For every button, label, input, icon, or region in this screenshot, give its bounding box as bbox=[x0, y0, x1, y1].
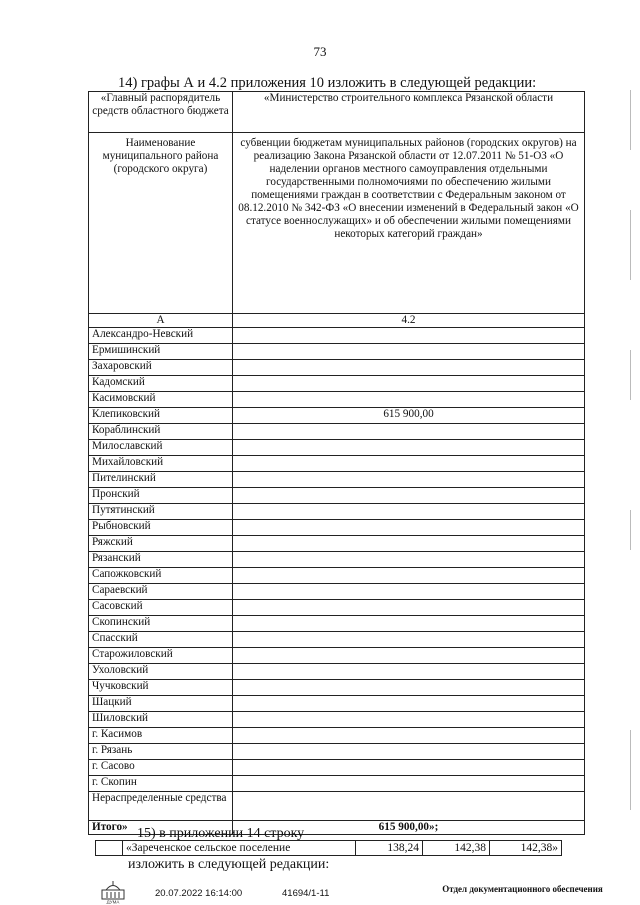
district-row bbox=[89, 408, 585, 424]
footer-department: Отдел документационного обеспечения bbox=[442, 884, 603, 894]
district-value bbox=[233, 760, 585, 776]
district-value bbox=[233, 600, 585, 616]
district-name: Старожиловский bbox=[89, 648, 233, 664]
district-name: Спасский bbox=[89, 632, 233, 648]
item15-name: «Зареченское сельское поселение bbox=[123, 841, 356, 856]
district-value bbox=[233, 440, 585, 456]
district-row bbox=[89, 328, 585, 344]
item15-row bbox=[96, 841, 562, 856]
district-row bbox=[89, 536, 585, 552]
district-name: Ряжский bbox=[89, 536, 233, 552]
district-name: Пронский bbox=[89, 488, 233, 504]
district-row bbox=[89, 744, 585, 760]
header-right: «Министерство строительного комплекса Рязанской области bbox=[233, 92, 585, 133]
district-name: г. Рязань bbox=[89, 744, 233, 760]
total-value: 615 900,00»; bbox=[233, 821, 585, 835]
item15-value-1: 138,24 bbox=[356, 841, 423, 856]
district-value bbox=[233, 568, 585, 584]
subheader-row bbox=[89, 133, 585, 314]
district-name: Скопинский bbox=[89, 616, 233, 632]
district-value bbox=[233, 344, 585, 360]
district-value bbox=[233, 728, 585, 744]
district-name: г. Сасово bbox=[89, 760, 233, 776]
footer-code: 41694/1-11 bbox=[282, 888, 330, 899]
district-name: г. Касимов bbox=[89, 728, 233, 744]
footer-date: 20.07.2022 16:14:00 bbox=[155, 888, 243, 899]
subheader-right: субвенции бюджетам муниципальных районов (городских округов) на реализацию Закона Рязанской области от 12.07.2011 № 51-ОЗ «О наделении органов местного самоуправления отдельными государственными полномочиями по обеспечению жилыми помещениями граждан в соответствии с Федеральным законом от 08.12.2010 № 342-ФЗ «О внесении изменений в Федеральный закон «О статусе военнослужащих» и об обеспечении жилыми помещениями некоторых категорий граждан» bbox=[233, 133, 585, 314]
district-value bbox=[233, 472, 585, 488]
district-value bbox=[233, 696, 585, 712]
district-name: Рыбновский bbox=[89, 520, 233, 536]
district-row bbox=[89, 520, 585, 536]
district-value bbox=[233, 536, 585, 552]
district-row bbox=[89, 696, 585, 712]
district-name: Пителинский bbox=[89, 472, 233, 488]
district-value bbox=[233, 552, 585, 568]
page-number: 73 bbox=[313, 44, 327, 59]
district-row bbox=[89, 440, 585, 456]
unallocated-row bbox=[89, 792, 585, 821]
unallocated-value bbox=[233, 792, 585, 821]
district-row bbox=[89, 712, 585, 728]
header-left: «Главный распорядитель средств областного бюджета bbox=[89, 92, 233, 133]
section-heading: 14) графы А и 4.2 приложения 10 изложить в следующей редакции: bbox=[118, 75, 537, 91]
item15-after: изложить в следующей редакции: bbox=[128, 857, 330, 872]
district-value bbox=[233, 616, 585, 632]
district-name: г. Скопин bbox=[89, 776, 233, 792]
district-value bbox=[233, 392, 585, 408]
district-row bbox=[89, 424, 585, 440]
item15-blank bbox=[96, 841, 123, 856]
district-name: Сасовский bbox=[89, 600, 233, 616]
district-name: Путятинский bbox=[89, 504, 233, 520]
district-value bbox=[233, 360, 585, 376]
duma-emblem-icon bbox=[98, 880, 128, 904]
item15-value-2: 142,38 bbox=[423, 841, 490, 856]
district-name: Рязанский bbox=[89, 552, 233, 568]
district-value bbox=[233, 584, 585, 600]
district-name: Александро-Невский bbox=[89, 328, 233, 344]
district-row bbox=[89, 392, 585, 408]
district-value: 615 900,00 bbox=[233, 408, 585, 424]
district-name: Кораблинский bbox=[89, 424, 233, 440]
district-name: Шиловский bbox=[89, 712, 233, 728]
district-name: Чучковский bbox=[89, 680, 233, 696]
district-name: Касимовский bbox=[89, 392, 233, 408]
district-row bbox=[89, 376, 585, 392]
district-name: Шацкий bbox=[89, 696, 233, 712]
stamp-text: ДУМА bbox=[106, 899, 120, 904]
district-value bbox=[233, 744, 585, 760]
district-name: Ухоловский bbox=[89, 664, 233, 680]
district-name: Сапожковский bbox=[89, 568, 233, 584]
district-row bbox=[89, 584, 585, 600]
district-value bbox=[233, 776, 585, 792]
district-value bbox=[233, 680, 585, 696]
district-row bbox=[89, 680, 585, 696]
district-row bbox=[89, 488, 585, 504]
district-row bbox=[89, 504, 585, 520]
district-row bbox=[89, 600, 585, 616]
header-row bbox=[89, 92, 585, 133]
district-name: Милославский bbox=[89, 440, 233, 456]
district-name: Сараевский bbox=[89, 584, 233, 600]
item15-heading: 15) в приложении 14 строку bbox=[137, 826, 305, 841]
district-row bbox=[89, 456, 585, 472]
item15-row-table bbox=[95, 840, 562, 856]
subheader-left: Наименование муниципального района (городского округа) bbox=[89, 133, 233, 314]
district-row bbox=[89, 344, 585, 360]
district-value bbox=[233, 520, 585, 536]
district-value bbox=[233, 424, 585, 440]
district-row bbox=[89, 616, 585, 632]
district-row bbox=[89, 632, 585, 648]
district-value bbox=[233, 648, 585, 664]
item15-value-3: 142,38» bbox=[490, 841, 562, 856]
district-row bbox=[89, 648, 585, 664]
unallocated-label: Нераспределенные средства bbox=[89, 792, 233, 821]
col-a-label: А bbox=[89, 314, 233, 328]
district-name: Ермишинский bbox=[89, 344, 233, 360]
district-value bbox=[233, 456, 585, 472]
district-value bbox=[233, 664, 585, 680]
col-42-label: 4.2 bbox=[233, 314, 585, 328]
district-value bbox=[233, 488, 585, 504]
district-row bbox=[89, 728, 585, 744]
column-index-row bbox=[89, 314, 585, 328]
district-row bbox=[89, 360, 585, 376]
district-name: Кадомский bbox=[89, 376, 233, 392]
district-row bbox=[89, 760, 585, 776]
scan-margin-marks bbox=[628, 90, 634, 850]
district-value bbox=[233, 632, 585, 648]
district-value bbox=[233, 504, 585, 520]
district-row bbox=[89, 568, 585, 584]
district-row bbox=[89, 776, 585, 792]
district-value bbox=[233, 376, 585, 392]
district-name: Михайловский bbox=[89, 456, 233, 472]
district-row bbox=[89, 552, 585, 568]
district-value bbox=[233, 328, 585, 344]
district-row bbox=[89, 664, 585, 680]
appendix-table bbox=[88, 91, 585, 835]
district-row bbox=[89, 472, 585, 488]
district-name: Клепиковский bbox=[89, 408, 233, 424]
district-name: Захаровский bbox=[89, 360, 233, 376]
district-rows bbox=[89, 328, 585, 792]
district-value bbox=[233, 712, 585, 728]
total-label: Итого» bbox=[89, 821, 233, 835]
